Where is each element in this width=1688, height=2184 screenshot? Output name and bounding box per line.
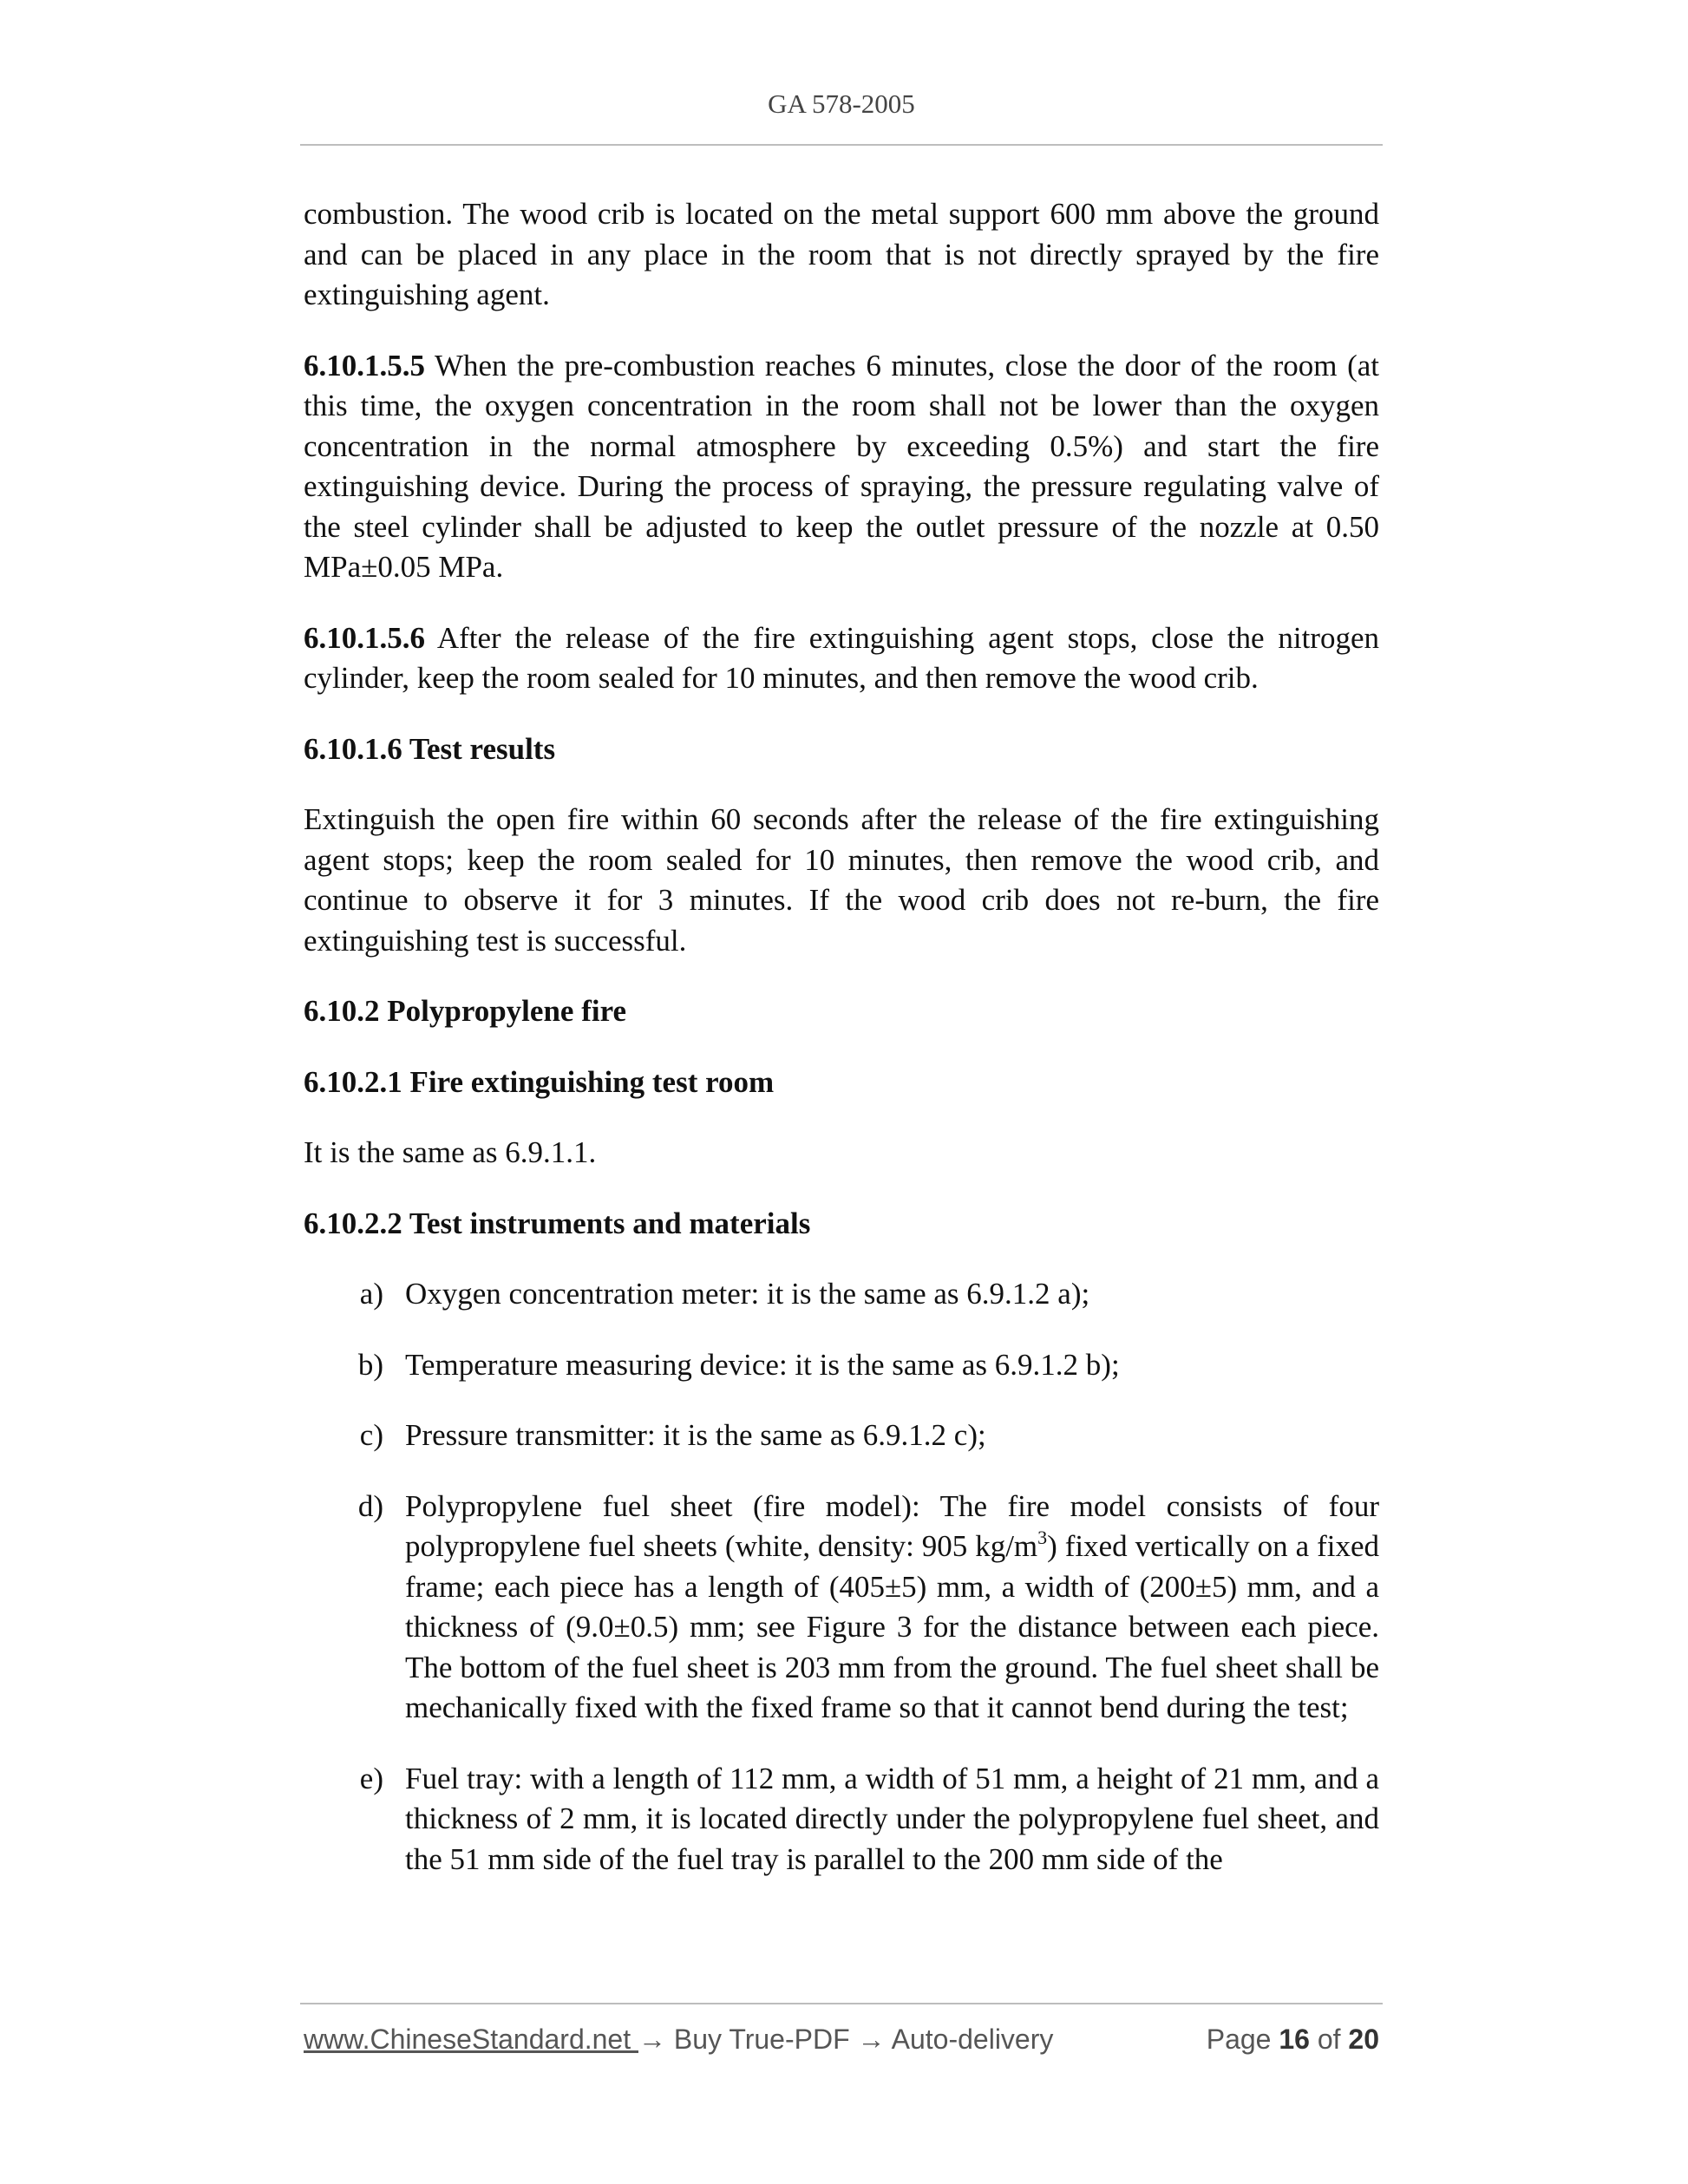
- heading-instruments: 6.10.2.2 Test instruments and materials: [304, 1206, 811, 1240]
- paragraph-test-results: Extinguish the open fire within 60 seconds after the release of the fire extinguishing agent stops; keep the room sealed for 10 minutes, then remove the wood crib, and continue to observe it for 3 minutes. If the wood crib does not re-burn, the fire extinguishing test is successful.: [304, 802, 1379, 958]
- header-divider: [300, 144, 1383, 146]
- arrow-right-icon: →: [857, 2024, 886, 2055]
- list-marker: e): [359, 1761, 383, 1795]
- list-item-text: Oxygen concentration meter: it is the same as 6.9.1.2 a);: [405, 1277, 1090, 1311]
- text-after-superscript: ) fixed vertically on a fixed frame; each piece has a length of (405±5) mm, a width of (200±5) mm, and a thickness of (9.0±0.5) mm; see Figure 3 for the distance between each piece. The bottom of the fuel sheet is 203 mm from the ground. The fuel sheet shall be mechanically fixed with the fixed frame so that it cannot bend during the test;: [405, 1529, 1379, 1724]
- superscript: 3: [1037, 1527, 1048, 1548]
- list-marker: a): [359, 1277, 383, 1311]
- list-item-text: Temperature measuring device: it is the same as 6.9.1.2 b);: [405, 1347, 1120, 1382]
- page-of-label: of: [1309, 2024, 1349, 2055]
- clause-text: When the pre-combustion reaches 6 minutes, close the door of the room (at this time, the oxygen concentration in the room shall not be lower than the oxygen concentration in the normal atmosphere by exceeding 0.5%) and start the fire extinguishing device. During the process of spraying, the pressure regulating valve of the steel cylinder shall be adjusted to keep the outlet pressure of the nozzle at 0.50 MPa±0.05 MPa.: [304, 348, 1379, 584]
- list-item: [304, 1759, 1379, 1880]
- footer-divider: [300, 2003, 1383, 2004]
- instrument-list: [304, 1274, 1379, 1880]
- paragraph-test-room: It is the same as 6.9.1.1.: [304, 1135, 597, 1169]
- buy-pdf-text: Buy True-PDF: [666, 2024, 858, 2055]
- list-item-text: [405, 1487, 1379, 1729]
- footer-links: [304, 2024, 1053, 2056]
- text-before-superscript: Polypropylene fuel sheet (fire model): The fire model consists of four polypropylene fuel sheets (white, density: 905 kg/m: [405, 1488, 1379, 1563]
- clause-text: After the release of the fire extinguishing agent stops, close the nitrogen cylinder, keep the room sealed for 10 minutes, and then remove the wood crib.: [304, 620, 1379, 695]
- document-body: [304, 194, 1379, 1910]
- page-label: Page: [1206, 2024, 1279, 2055]
- list-item-text: Fuel tray: with a length of 112 mm, a width of 51 mm, a height of 21 mm, and a thickness of 2 mm, it is located directly under the polypropylene fuel sheet, and the 51 mm side of the fuel tray is parallel to the 200 mm side of the: [405, 1761, 1379, 1876]
- list-marker: d): [357, 1488, 383, 1523]
- list-item: [304, 1416, 1379, 1456]
- total-pages: 20: [1348, 2024, 1379, 2055]
- clause-6-10-1-5-6: [304, 618, 1379, 699]
- list-marker: b): [357, 1347, 383, 1382]
- document-id: GA 578-2005: [768, 88, 915, 119]
- list-item: [304, 1345, 1379, 1386]
- list-item: [304, 1274, 1379, 1315]
- clause-6-10-1-5-5: [304, 346, 1379, 588]
- heading-test-results: 6.10.1.6 Test results: [304, 731, 556, 766]
- list-marker: c): [359, 1418, 383, 1452]
- arrow-right-icon: →: [638, 2024, 666, 2055]
- paragraph-continuation: combustion. The wood crib is located on the metal support 600 mm above the ground and can be placed in any place in the room that is not directly sprayed by the fire extinguishing agent.: [304, 197, 1379, 311]
- page-header: [300, 88, 1383, 120]
- current-page: 16: [1279, 2024, 1310, 2055]
- heading-test-room: 6.10.2.1 Fire extinguishing test room: [304, 1064, 775, 1099]
- list-item-text: Pressure transmitter: it is the same as 6.9.1.2 c);: [405, 1418, 986, 1452]
- page-number: [1207, 2024, 1379, 2056]
- clause-number: 6.10.1.5.5: [304, 348, 425, 383]
- page-footer: [304, 2024, 1379, 2062]
- website-link[interactable]: www.ChineseStandard.net: [304, 2024, 638, 2055]
- list-item: [304, 1487, 1379, 1729]
- heading-polypropylene-fire: 6.10.2 Polypropylene fire: [304, 994, 627, 1028]
- clause-number: 6.10.1.5.6: [304, 620, 425, 655]
- auto-delivery-text: Auto-delivery: [885, 2024, 1054, 2055]
